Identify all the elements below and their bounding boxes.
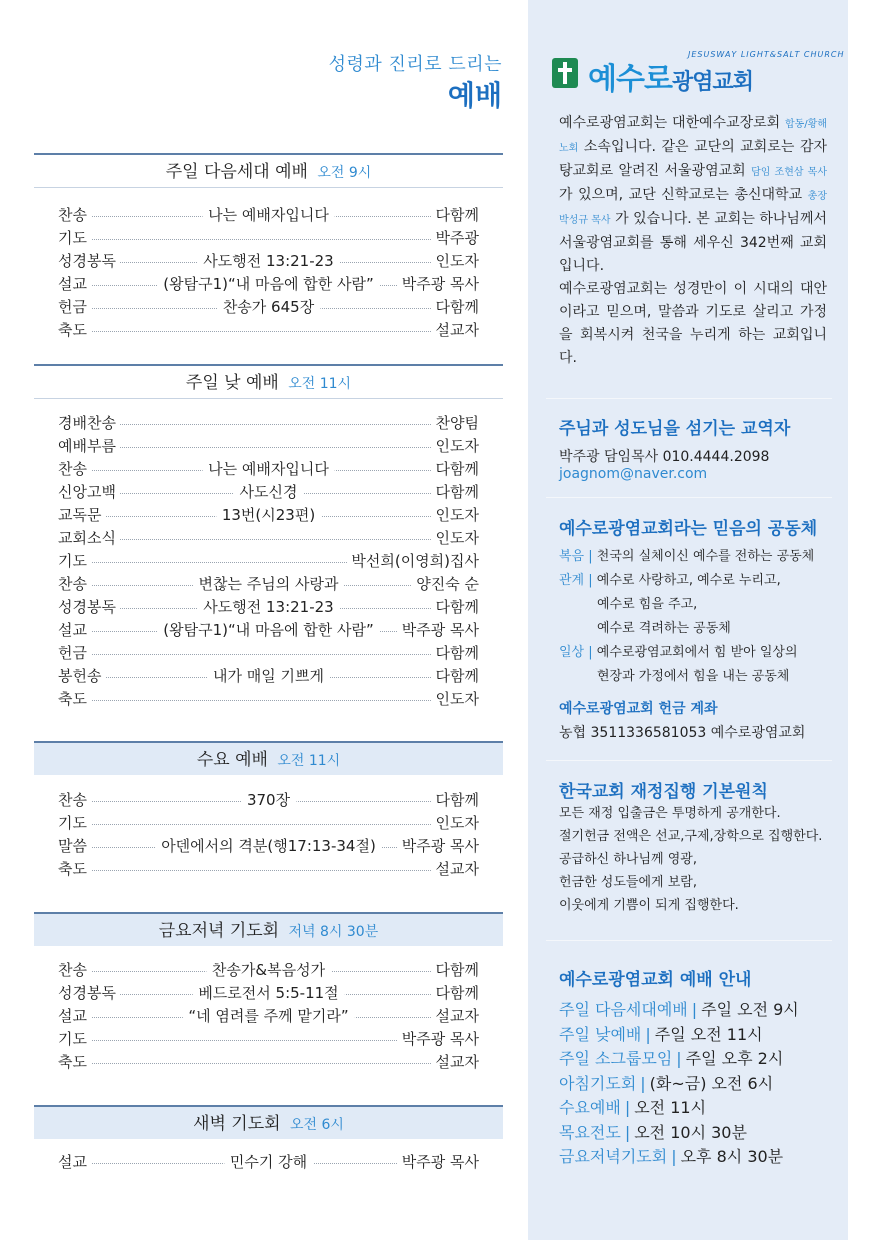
- order-label: 찬송: [58, 789, 91, 812]
- schedule-name: 주일 소그룹모임: [559, 1049, 673, 1068]
- order-row: [58, 1005, 479, 1028]
- faith-text: 예수로광염교회에서 힘 받아 일상의: [596, 645, 798, 660]
- order-label: 축도: [58, 858, 91, 881]
- schedule-name: 목요전도: [559, 1122, 621, 1142]
- section-dawn: [34, 1105, 503, 1174]
- schedule-item: [559, 1096, 799, 1121]
- principle-line: 헌금한 성도들에게 보람,: [559, 875, 697, 890]
- order-label: 성경봉독: [58, 982, 120, 1005]
- order-row: [58, 504, 479, 527]
- schedule-time: (화~금) 오전 6시: [649, 1073, 774, 1093]
- pastor-title: 주님과 성도님을 섬기는 교역자: [559, 419, 791, 439]
- intro-text: 예수로광염교회는 성경만이 이 시대의 대안이라고 믿으며, 말씀과 기도로 살리고 가정을 회복시켜 천국을 누리게 하는 교회입니다.: [559, 281, 827, 366]
- principles-title: 한국교회 재정집행 기본원칙: [559, 782, 768, 802]
- schedule-item: [559, 1072, 799, 1097]
- order-content: 베드로전서 5:5-11절: [192, 982, 344, 1005]
- schedule-time: 오전 10시 30분: [634, 1122, 747, 1142]
- order-leader: 다함께: [432, 596, 479, 619]
- section-name: 금요저녁 기도회: [158, 921, 280, 941]
- section-name: 주일 다음세대 예배: [165, 162, 308, 182]
- order-label: 헌금: [58, 296, 91, 319]
- order-leader: 박주광 목사: [398, 835, 479, 858]
- order-content: “네 염려를 주께 맡기라”: [182, 1005, 354, 1028]
- schedule-bar: |: [645, 1024, 651, 1044]
- dot-leader: [88, 654, 449, 655]
- section-time: 오전 9시: [317, 165, 372, 181]
- order-leader: 다함께: [432, 296, 479, 319]
- schedule-name: 수요예배: [559, 1098, 621, 1117]
- faith-line: [559, 641, 839, 665]
- section-time: 오전 11시: [288, 376, 352, 392]
- principles-list: [559, 802, 822, 917]
- section-friday: [34, 912, 503, 1074]
- order-label: 말씀: [58, 835, 91, 858]
- header-subtitle: 성령과 진리로 드리는: [328, 54, 502, 75]
- dot-leader: [88, 1040, 449, 1041]
- principle-line: 공급하신 하나님께 영광,: [559, 852, 697, 867]
- order-leader: 박주광 목사: [398, 1151, 479, 1174]
- schedule-bar: |: [671, 1147, 677, 1166]
- schedule-time: 오전 11시: [634, 1098, 707, 1117]
- principle-line: 이웃에게 기쁨이 되게 집행한다.: [559, 898, 739, 913]
- faith-line: [559, 665, 839, 689]
- order-row: [58, 835, 479, 858]
- order-label: 찬송: [58, 204, 91, 227]
- logo-name-main: 예수로: [588, 62, 672, 97]
- order-label: 찬송: [58, 573, 91, 596]
- schedule-bar: |: [676, 1049, 682, 1068]
- section-sunday-nextgen: [34, 153, 503, 342]
- order-leader: 다함께: [432, 204, 479, 227]
- section-title: [34, 364, 503, 399]
- order-row: [58, 982, 479, 1005]
- order-label: 예배부름: [58, 435, 120, 458]
- order-list: [34, 775, 503, 881]
- order-leader: 설교자: [432, 858, 479, 881]
- order-row: [58, 204, 479, 227]
- principle-line: 절기헌금 전액은 선교,구제,장학으로 집행한다.: [559, 829, 823, 844]
- order-label: 찬송: [58, 959, 91, 982]
- order-content: 370장: [241, 789, 296, 812]
- order-label: 기도: [58, 227, 91, 250]
- order-row: [58, 273, 479, 296]
- schedule-bar: |: [691, 1000, 698, 1019]
- faith-bar: |: [584, 645, 597, 660]
- pastor-contact: 박주광 담임목사 010.4444.2098: [559, 449, 770, 465]
- section-title: [34, 153, 503, 188]
- dot-leader: [88, 239, 449, 240]
- order-row: [58, 550, 479, 573]
- schedule-bar: |: [624, 1122, 631, 1142]
- order-row: [58, 250, 479, 273]
- faith-bar: |: [584, 573, 597, 588]
- dot-leader: [88, 824, 449, 825]
- faith-key: 일상: [559, 645, 585, 660]
- order-content: 13번(시23편): [216, 504, 321, 527]
- faith-line: [559, 593, 839, 617]
- intro-text: 예수로광염교회는 대한예수교장로회: [559, 115, 785, 131]
- cross-icon: [552, 58, 578, 88]
- section-sunday-main: [34, 364, 503, 711]
- faith-text: 현장과 가정에서 힘을 내는 공동체: [597, 669, 790, 684]
- order-content: 변찮는 주님의 사랑과: [193, 573, 345, 596]
- order-row: [58, 858, 479, 881]
- faith-line: [559, 617, 839, 641]
- order-leader: 박선희(이영희)집사: [347, 550, 479, 573]
- order-leader: 양진숙 순: [412, 573, 479, 596]
- order-leader: 다함께: [432, 982, 479, 1005]
- dot-leader: [88, 1063, 449, 1064]
- order-row: [58, 227, 479, 250]
- account-title: 예수로광염교회 헌금 계좌: [559, 701, 718, 717]
- order-label: 성경봉독: [58, 250, 120, 273]
- order-leader: 설교자: [432, 319, 479, 342]
- order-label: 봉헌송: [58, 665, 105, 688]
- faith-text: 예수로 힘을 주고,: [597, 597, 698, 612]
- order-list: [34, 946, 503, 1074]
- order-content: (왕탐구1)“내 마음에 합한 사람”: [157, 273, 380, 296]
- order-content: 찬송가&복음성가: [206, 959, 331, 982]
- order-row: [58, 665, 479, 688]
- order-label: 설교: [58, 273, 91, 296]
- order-row: [58, 596, 479, 619]
- order-row: [58, 789, 479, 812]
- order-leader: 다함께: [432, 959, 479, 982]
- order-leader: 다함께: [432, 665, 479, 688]
- schedule-item: [559, 1047, 799, 1072]
- schedule-item: [559, 1023, 799, 1048]
- schedule-title: 예수로광염교회 예배 안내: [559, 970, 752, 990]
- order-row: [58, 573, 479, 596]
- order-row: [58, 527, 479, 550]
- order-label: 헌금: [58, 642, 91, 665]
- order-row: [58, 619, 479, 642]
- faith-title: 예수로광염교회라는 믿음의 공동체: [559, 519, 818, 539]
- schedule-name: 주일 낮예배: [559, 1024, 642, 1044]
- order-label: 성경봉독: [58, 596, 120, 619]
- order-content: 내가 매일 기쁘게: [207, 665, 330, 688]
- divider: [546, 760, 832, 761]
- faith-bar: |: [584, 549, 597, 564]
- section-name: 주일 낮 예배: [185, 373, 279, 393]
- divider: [546, 940, 832, 941]
- order-leader: 인도자: [432, 435, 479, 458]
- order-content: 아덴에서의 격분(행17:13-34절): [155, 835, 382, 858]
- order-leader: 다함께: [432, 458, 479, 481]
- order-leader: 인도자: [432, 527, 479, 550]
- dot-leader: [88, 700, 449, 701]
- order-label: 설교: [58, 1151, 91, 1174]
- logo-english: JESUSWAY LIGHT&SALT CHURCH: [688, 50, 845, 59]
- section-time: 오전 6시: [289, 1117, 344, 1133]
- intro-note: 합동/황해노회: [559, 119, 827, 154]
- section-title: [34, 1105, 503, 1139]
- order-leader: 인도자: [432, 812, 479, 835]
- intro-text: 가 있습니다. 본 교회는 하나님께서 서울광염교회를 통해 세우신 342번째 교회입니다.: [559, 211, 827, 274]
- order-label: 축도: [58, 1051, 91, 1074]
- order-label: 설교: [58, 619, 91, 642]
- order-leader: 다함께: [432, 481, 479, 504]
- order-row: [58, 959, 479, 982]
- section-title: [34, 912, 503, 946]
- order-content: (왕탐구1)“내 마음에 합한 사람”: [157, 619, 380, 642]
- intro-note: 담임 조현삼 목사: [751, 167, 827, 178]
- faith-key: 관계: [559, 573, 585, 588]
- intro-text: 소속입니다. 같은 교단의 교회로는 감자탕교회로 알려진 서울광염교회: [559, 139, 827, 179]
- order-label: 기도: [58, 1028, 91, 1051]
- intro-note: 총장 박성규 목사: [559, 191, 827, 226]
- schedule-time: 오후 8시 30분: [680, 1147, 784, 1166]
- order-label: 교회소식: [58, 527, 120, 550]
- order-leader: 인도자: [432, 250, 479, 273]
- order-label: 기도: [58, 812, 91, 835]
- order-row: [58, 1051, 479, 1074]
- church-logo: [552, 50, 845, 98]
- schedule-item: [559, 1121, 799, 1146]
- order-leader: 다함께: [432, 642, 479, 665]
- order-leader: 박주광 목사: [398, 619, 479, 642]
- order-row: [58, 1028, 479, 1051]
- faith-text: 천국의 실체이신 예수를 전하는 공동체: [596, 549, 815, 564]
- pastor-email[interactable]: joagnom@naver.com: [559, 466, 708, 482]
- order-content: 사도행전 13:21-23: [197, 250, 339, 273]
- order-label: 축도: [58, 319, 91, 342]
- order-row: [58, 1151, 479, 1174]
- order-row: [58, 642, 479, 665]
- faith-key: 복음: [559, 549, 585, 564]
- order-row: [58, 481, 479, 504]
- order-list: [34, 1139, 503, 1174]
- order-row: [58, 435, 479, 458]
- dot-leader: [88, 539, 449, 540]
- schedule-name: 아침기도회: [559, 1073, 637, 1093]
- order-row: [58, 812, 479, 835]
- order-row: [58, 688, 479, 711]
- order-list: [34, 188, 503, 342]
- faith-line: [559, 545, 839, 569]
- account-info: 농협 3511336581053 예수로광염교회: [559, 725, 806, 741]
- order-leader: 설교자: [432, 1005, 479, 1028]
- schedule-time: 주일 오후 2시: [685, 1049, 784, 1068]
- divider: [546, 497, 832, 498]
- order-label: 기도: [58, 550, 91, 573]
- church-introduction: [559, 112, 827, 370]
- schedule-item: [559, 1145, 799, 1170]
- schedule-bar: |: [640, 1073, 646, 1093]
- divider: [546, 398, 832, 399]
- section-wednesday: [34, 741, 503, 881]
- faith-text: 예수로 격려하는 공동체: [597, 621, 731, 636]
- principle-line: 모든 재정 입출금은 투명하게 공개한다.: [559, 806, 781, 821]
- order-label: 신앙고백: [58, 481, 120, 504]
- section-title: [34, 741, 503, 775]
- order-list: [34, 399, 503, 711]
- order-content: 나는 예배자입니다: [202, 204, 335, 227]
- logo-name-sub: 광염교회: [671, 70, 753, 95]
- order-content: 사도행전 13:21-23: [197, 596, 339, 619]
- header-title: 예배: [447, 79, 502, 112]
- order-row: [58, 319, 479, 342]
- faith-list: [559, 545, 839, 689]
- schedule-list: [559, 998, 799, 1170]
- order-label: 경배찬송: [58, 412, 120, 435]
- order-leader: 박주광 목사: [398, 273, 479, 296]
- order-row: [58, 296, 479, 319]
- order-label: 축도: [58, 688, 91, 711]
- schedule-item: [559, 998, 799, 1023]
- order-content: 사도신경: [234, 481, 304, 504]
- dot-leader: [88, 424, 449, 425]
- faith-text: 예수로 사랑하고, 예수로 누리고,: [596, 573, 781, 588]
- order-row: [58, 458, 479, 481]
- order-content: 나는 예배자입니다: [202, 458, 335, 481]
- dot-leader: [88, 447, 449, 448]
- order-content: 민수기 강해: [224, 1151, 313, 1174]
- schedule-time: 주일 오전 11시: [654, 1024, 763, 1044]
- order-leader: 다함께: [432, 789, 479, 812]
- order-label: 교독문: [58, 504, 105, 527]
- schedule-time: 주일 오전 9시: [701, 1000, 799, 1019]
- dot-leader: [88, 331, 449, 332]
- section-name: 수요 예배: [196, 750, 268, 770]
- order-leader: 인도자: [432, 504, 479, 527]
- schedule-bar: |: [624, 1098, 631, 1117]
- order-content: 찬송가 645장: [217, 296, 320, 319]
- section-name: 새벽 기도회: [193, 1114, 281, 1134]
- order-leader: 박주광: [432, 227, 479, 250]
- order-leader: 설교자: [432, 1051, 479, 1074]
- dot-leader: [88, 870, 449, 871]
- section-time: 오전 11시: [277, 753, 341, 769]
- order-leader: 찬양팀: [432, 412, 479, 435]
- faith-line: [559, 569, 839, 593]
- order-row: [58, 412, 479, 435]
- schedule-name: 주일 다음세대예배: [559, 1000, 688, 1019]
- intro-text: 가 있으며, 교단 신학교로는 총신대학교: [559, 187, 808, 203]
- order-label: 찬송: [58, 458, 91, 481]
- order-leader: 박주광 목사: [398, 1028, 479, 1051]
- order-label: 설교: [58, 1005, 91, 1028]
- order-leader: 인도자: [432, 688, 479, 711]
- schedule-name: 금요저녁기도회: [559, 1147, 668, 1166]
- section-time: 저녁 8시 30분: [288, 924, 379, 940]
- logo-name: [588, 54, 753, 98]
